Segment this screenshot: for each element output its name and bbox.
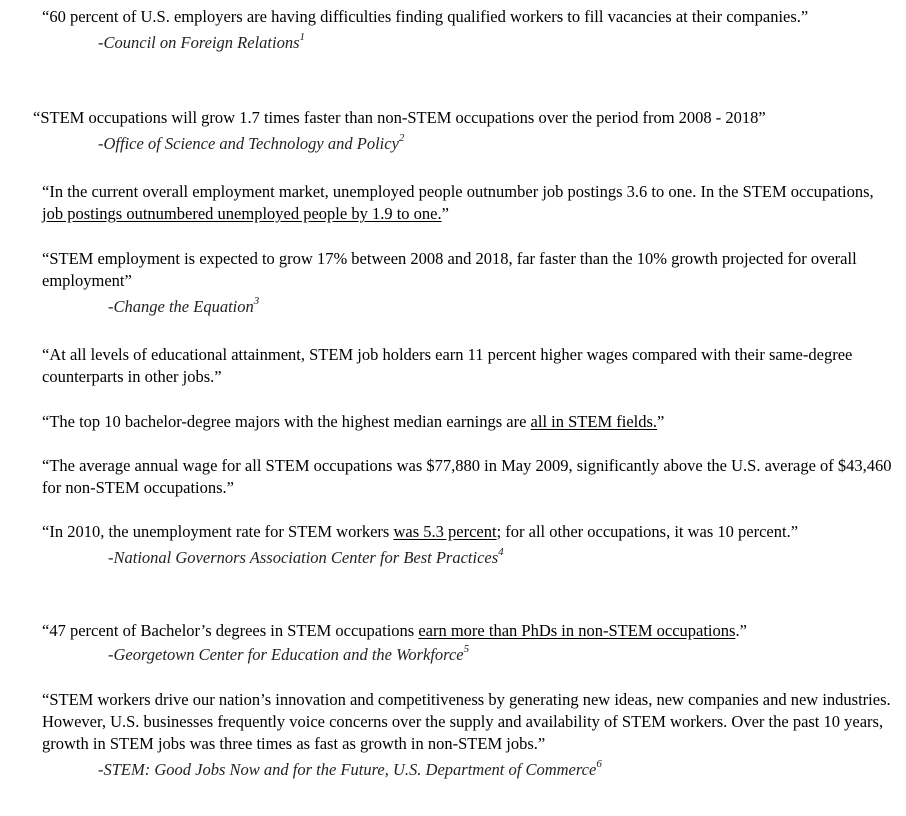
quote-block-1 — [42, 6, 892, 54]
underlined-text: all in STEM fields. — [530, 412, 658, 431]
quote-block-7 — [42, 455, 892, 499]
footnote-marker: 3 — [253, 294, 260, 307]
quote-text: “STEM workers drive our nation’s innovation and competitiveness by generating new ideas, new companies and new industries. However, U.S. businesses frequently voice concerns over the supply and availability of STEM workers. Over the past 10 years, growth in STEM jobs was three times as fast as growth in non-STEM jobs.” — [42, 690, 891, 753]
quote-text: “47 percent of Bachelor’s degrees in STEM occupations earn more than PhDs in non-STEM occupations.” — [42, 621, 747, 640]
quote-text: “The top 10 bachelor-degree majors with the highest median earnings are all in STEM fields.” — [42, 412, 665, 431]
quote-block-8 — [42, 521, 892, 569]
quote-block-9 — [42, 620, 892, 666]
quote-source: -Georgetown Center for Education and the Workforce$^5$ — [108, 642, 470, 664]
quote-block-6 — [42, 411, 892, 433]
quote-block-4 — [42, 248, 892, 318]
quote-text: “At all levels of educational attainment, STEM job holders earn 11 percent higher wages compared with their same-degree counterparts in other jobs.” — [42, 345, 853, 386]
quote-text: “In 2010, the unemployment rate for STEM workers was 5.3 percent; for all other occupations, it was 10 percent.” — [42, 522, 799, 541]
underlined-text: was 5.3 percent — [393, 522, 497, 541]
quote-source: -National Governors Association Center for Best Practices$^4$ — [108, 545, 504, 567]
underlined-text: earn more than PhDs in non-STEM occupations — [418, 621, 736, 640]
quote-source: -STEM: Good Jobs Now and for the Future, U.S. Department of Commerce$^6$ — [98, 757, 602, 779]
footnote-marker: 5 — [463, 642, 470, 655]
quote-block-10 — [42, 689, 892, 781]
footnote-marker: 1 — [299, 30, 305, 43]
underlined-text: job postings outnumbered unemployed people by 1.9 to one. — [42, 204, 442, 223]
footnote-marker: 2 — [398, 131, 405, 144]
quote-text: “STEM occupations will grow 1.7 times faster than non-STEM occupations over the period from 2008 - 2018” — [33, 108, 766, 127]
footnote-marker: 4 — [498, 545, 504, 558]
quote-block-3 — [42, 181, 892, 225]
quote-text: “In the current overall employment market, unemployed people outnumber job postings 3.6 to one. In the STEM occupations, job postings outnumbered unemployed people by 1.9 to one.” — [42, 182, 874, 223]
quote-text: “The average annual wage for all STEM occupations was $77,880 in May 2009, significantly above the U.S. average of $43,460 for non-STEM occupations.” — [42, 456, 892, 497]
quote-block-2 — [33, 107, 903, 155]
quote-source: -Change the Equation$^3$ — [108, 294, 260, 316]
quote-source: -Office of Science and Technology and Policy$^2$ — [98, 131, 405, 153]
quote-source: -Council on Foreign Relations$^1$ — [98, 30, 305, 52]
footnote-marker: 6 — [596, 757, 602, 770]
quote-text: “60 percent of U.S. employers are having difficulties finding qualified workers to fill vacancies at their companies.” — [42, 7, 809, 26]
quote-text: “STEM employment is expected to grow 17% between 2008 and 2018, far faster than the 10% growth projected for overall employment” — [42, 249, 857, 290]
quote-block-5 — [42, 344, 892, 388]
